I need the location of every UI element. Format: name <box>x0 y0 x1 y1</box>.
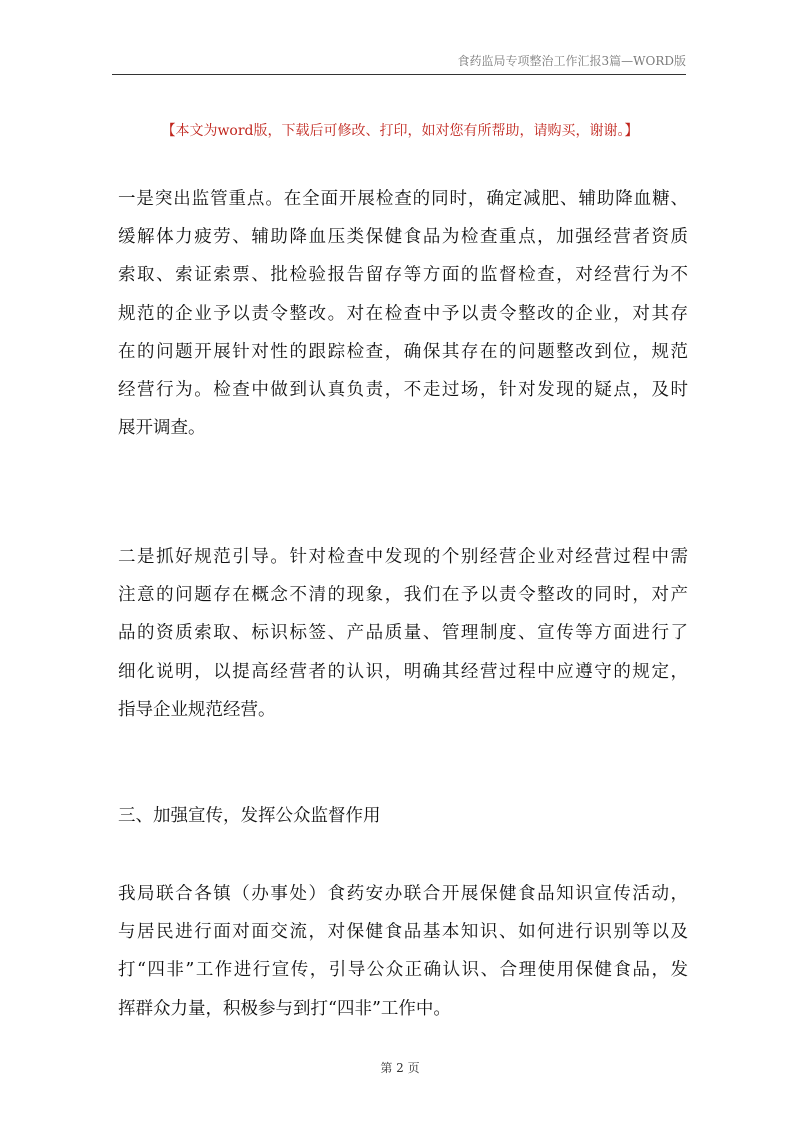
paragraph-line: 品的资质索取、标识标签、产品质量、管理制度、宣传等方面进行了 <box>118 623 688 644</box>
paragraph-line: 缓解体力疲劳、辅助降血压类保健食品为检查重点，加强经营者资质 <box>118 227 688 248</box>
paragraph-regulation-guidance <box>118 538 688 729</box>
header-divider <box>112 74 686 75</box>
paragraph-line: 一是突出监管重点。在全面开展检查的同时，确定减肥、辅助降血糖、 <box>118 189 688 209</box>
page-number: 第 2 页 <box>380 1061 420 1075</box>
paragraph-line: 展开调查。 <box>118 418 206 439</box>
paragraph-line: 二是抓好规范引导。针对检查中发现的个别经营企业对经营过程中需 <box>118 547 688 567</box>
paragraph-line: 挥群众力量，积极参与到打“四非”工作中。 <box>118 998 451 1019</box>
paragraph-supervision-focus <box>118 180 688 447</box>
download-notice: 【本文为word版，下载后可修改、打印，如对您有所帮助，请购买，谢谢。】 <box>161 123 639 139</box>
paragraph-line: 指导企业规范经营。 <box>118 699 276 720</box>
section-heading-line: 三、加强宣传，发挥公众监督作用 <box>118 806 381 826</box>
paragraph-line: 我局联合各镇（办事处）食药安办联合开展保健食品知识宣传活动， <box>118 884 688 904</box>
paragraph-line: 经营行为。检查中做到认真负责，不走过场，针对发现的疑点，及时 <box>118 380 688 401</box>
paragraph-line: 与居民进行面对面交流，对保健食品基本知识、如何进行识别等以及 <box>118 922 688 943</box>
paragraph-line: 在的问题开展针对性的跟踪检查，确保其存在的问题整改到位，规范 <box>118 341 688 362</box>
paragraph-line: 细化说明，以提高经营者的认识，明确其经营过程中应遵守的规定， <box>118 661 688 682</box>
section-heading-publicity <box>118 797 688 835</box>
page-header-title: 食药监局专项整治工作汇报3篇—WORD版 <box>457 54 686 68</box>
paragraph-line: 注意的问题存在概念不清的现象，我们在予以责令整改的同时，对产 <box>118 585 688 606</box>
paragraph-line: 索取、索证索票、批检验报告留存等方面的监督检查，对经营行为不 <box>118 265 688 286</box>
paragraph-line: 规范的企业予以责令整改。对在检查中予以责令整改的企业，对其存 <box>118 303 688 324</box>
paragraph-publicity-activity <box>118 875 688 1028</box>
paragraph-line: 打“四非”工作进行宣传，引导公众正确认识、合理使用保健食品，发 <box>118 960 688 981</box>
